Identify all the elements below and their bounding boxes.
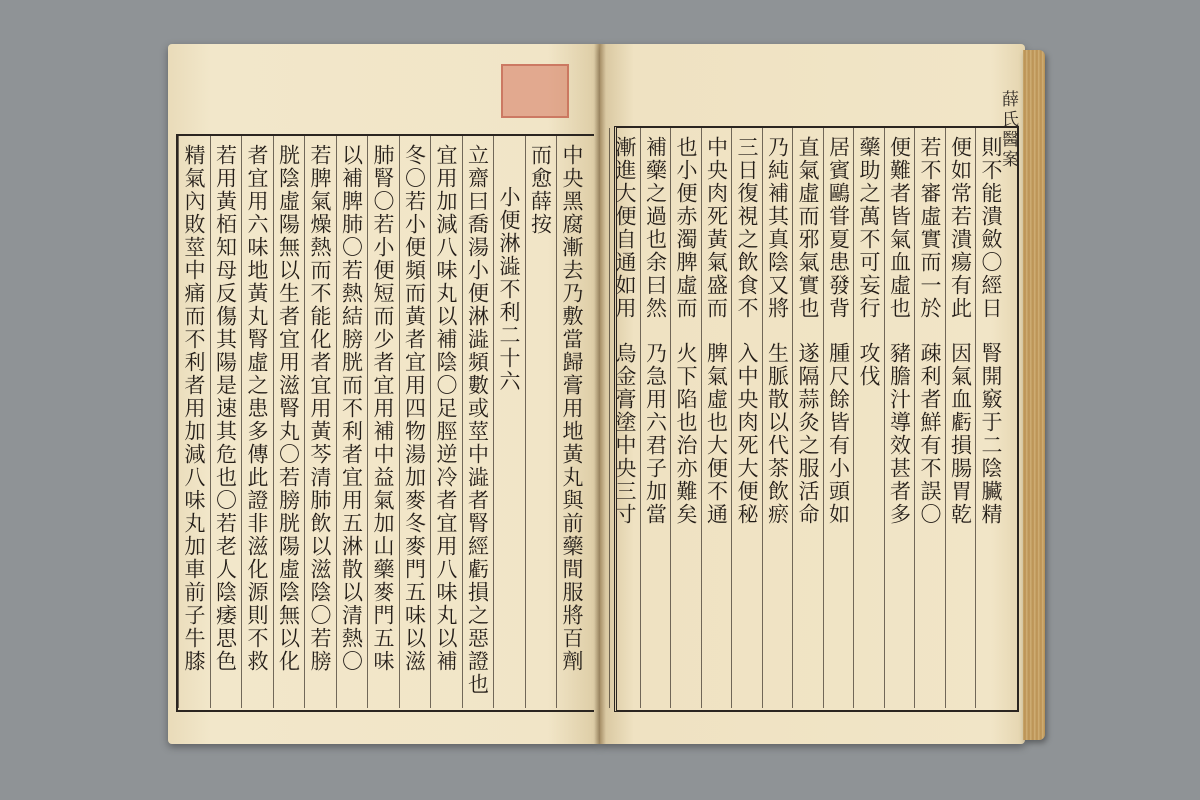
right-column-upper: 中央肉死黃氣盛而 bbox=[704, 136, 729, 320]
right-column-lower: 遂隔蒜灸之服活命 bbox=[796, 342, 820, 526]
column-rule bbox=[853, 128, 854, 708]
column-rule bbox=[273, 136, 274, 708]
left-column: 冬〇若小便頻而黃者宜用四物湯加麥冬麥門五味以滋 bbox=[402, 144, 427, 673]
left-column: 宜用加減八味丸以補陰〇足脛逆冷者宜用八味丸以補 bbox=[434, 144, 458, 673]
column-rule bbox=[241, 136, 242, 708]
column-rule bbox=[701, 128, 702, 708]
left-column: 者宜用六味地黃丸腎虛之患多傳此證非滋化源則不救 bbox=[245, 144, 269, 673]
column-rule bbox=[210, 136, 211, 708]
right-column-upper: 直氣虛而邪氣實也 bbox=[796, 136, 820, 320]
right-column-upper: 也小便赤濁脾虛而 bbox=[674, 136, 698, 320]
right-column-upper: 若不審虛實而一於 bbox=[918, 136, 942, 320]
right-column-upper: 藥助之萬不可妄行 bbox=[857, 136, 881, 320]
right-column-lower: 烏金膏塗中央三寸 bbox=[613, 342, 637, 526]
right-column-upper: 三日復視之飲食不 bbox=[735, 136, 759, 320]
column-rule bbox=[609, 128, 610, 708]
right-column-lower: 疎利者鮮有不誤〇 bbox=[918, 342, 942, 526]
column-rule bbox=[367, 136, 368, 708]
column-rule bbox=[731, 128, 732, 708]
open-book bbox=[168, 44, 1048, 756]
right-column-upper: 補藥之過也余曰然 bbox=[643, 136, 668, 320]
column-rule bbox=[792, 128, 793, 708]
column-rule bbox=[525, 136, 526, 708]
right-column-lower: 腫尺餘皆有小頭如 bbox=[826, 342, 851, 526]
column-rule bbox=[178, 136, 179, 708]
left-column: 小便淋澁不利二十六 bbox=[497, 186, 521, 393]
left-column: 精氣內敗莖中痛而不利者用加減八味丸加車前子牛膝 bbox=[182, 144, 206, 673]
column-rule bbox=[399, 136, 400, 708]
left-column: 而愈薛按 bbox=[528, 144, 553, 236]
right-column-lower: 乃急用六君子加當 bbox=[643, 342, 668, 526]
left-column: 以補脾肺〇若熱結膀胱而不利者宜用五淋散以清熱〇 bbox=[339, 144, 364, 673]
column-rule bbox=[762, 128, 763, 708]
right-column-lower: 腎開竅于二陰臟精 bbox=[979, 342, 1003, 526]
book-gutter bbox=[594, 44, 606, 744]
column-rule bbox=[670, 128, 671, 708]
book-edge bbox=[1023, 50, 1045, 740]
right-column-upper: 便難者皆氣血虛也 bbox=[887, 136, 912, 320]
column-rule bbox=[640, 128, 641, 708]
column-rule bbox=[914, 128, 915, 708]
right-column-lower: 入中央肉死大便秘 bbox=[735, 342, 759, 526]
left-column: 若用黃栢知母反傷其陽是速其危也〇若老人陰痿思色 bbox=[213, 144, 238, 673]
column-rule bbox=[975, 128, 976, 708]
right-column-lower: 攻伐 bbox=[857, 342, 881, 388]
column-rule bbox=[945, 128, 946, 708]
left-column: 肺腎〇若小便短而少者宜用補中益氣加山藥麥門五味 bbox=[371, 144, 395, 673]
right-column-lower: 豬膽汁導效甚者多 bbox=[887, 342, 912, 526]
left-column: 胱陰虛陽無以生者宜用滋腎丸〇若膀胱陽虛陰無以化 bbox=[276, 144, 301, 673]
column-rule bbox=[336, 136, 337, 708]
right-page-header: 薛氏醫案 bbox=[998, 90, 1018, 170]
right-column-lower: 因氣血虧損腸胃乾 bbox=[948, 342, 973, 526]
column-rule bbox=[304, 136, 305, 708]
column-rule bbox=[556, 136, 557, 708]
right-column-upper: 便如常若潰瘍有此 bbox=[948, 136, 973, 320]
column-rule bbox=[884, 128, 885, 708]
column-rule bbox=[493, 136, 494, 708]
right-column-upper: 居賓鷗甞夏患發背 bbox=[826, 136, 851, 320]
right-column-upper: 乃純補其真陰又將 bbox=[765, 136, 790, 320]
right-column-upper: 漸進大便自通如用 bbox=[613, 136, 637, 320]
right-column-lower: 生脈散以代茶飲瘀 bbox=[765, 342, 790, 526]
left-column: 中央黑腐漸去乃敷當歸膏用地黃丸與前藥間服將百劑 bbox=[560, 144, 584, 673]
library-seal-stamp bbox=[501, 64, 569, 118]
right-column-lower: 脾氣虛也大便不通 bbox=[704, 342, 729, 526]
column-rule bbox=[823, 128, 824, 708]
column-rule bbox=[430, 136, 431, 708]
right-column-upper: 則不能潰斂〇經日 bbox=[979, 136, 1003, 320]
column-rule bbox=[462, 136, 463, 708]
right-column-lower: 火下陷也治亦難矣 bbox=[674, 342, 698, 526]
left-column: 立齋曰喬湯小便淋澁頻數或莖中澁者腎經虧損之惡證也 bbox=[465, 144, 490, 696]
left-column: 若脾氣燥熱而不能化者宜用黃芩清肺飲以滋陰〇若膀 bbox=[308, 144, 332, 673]
